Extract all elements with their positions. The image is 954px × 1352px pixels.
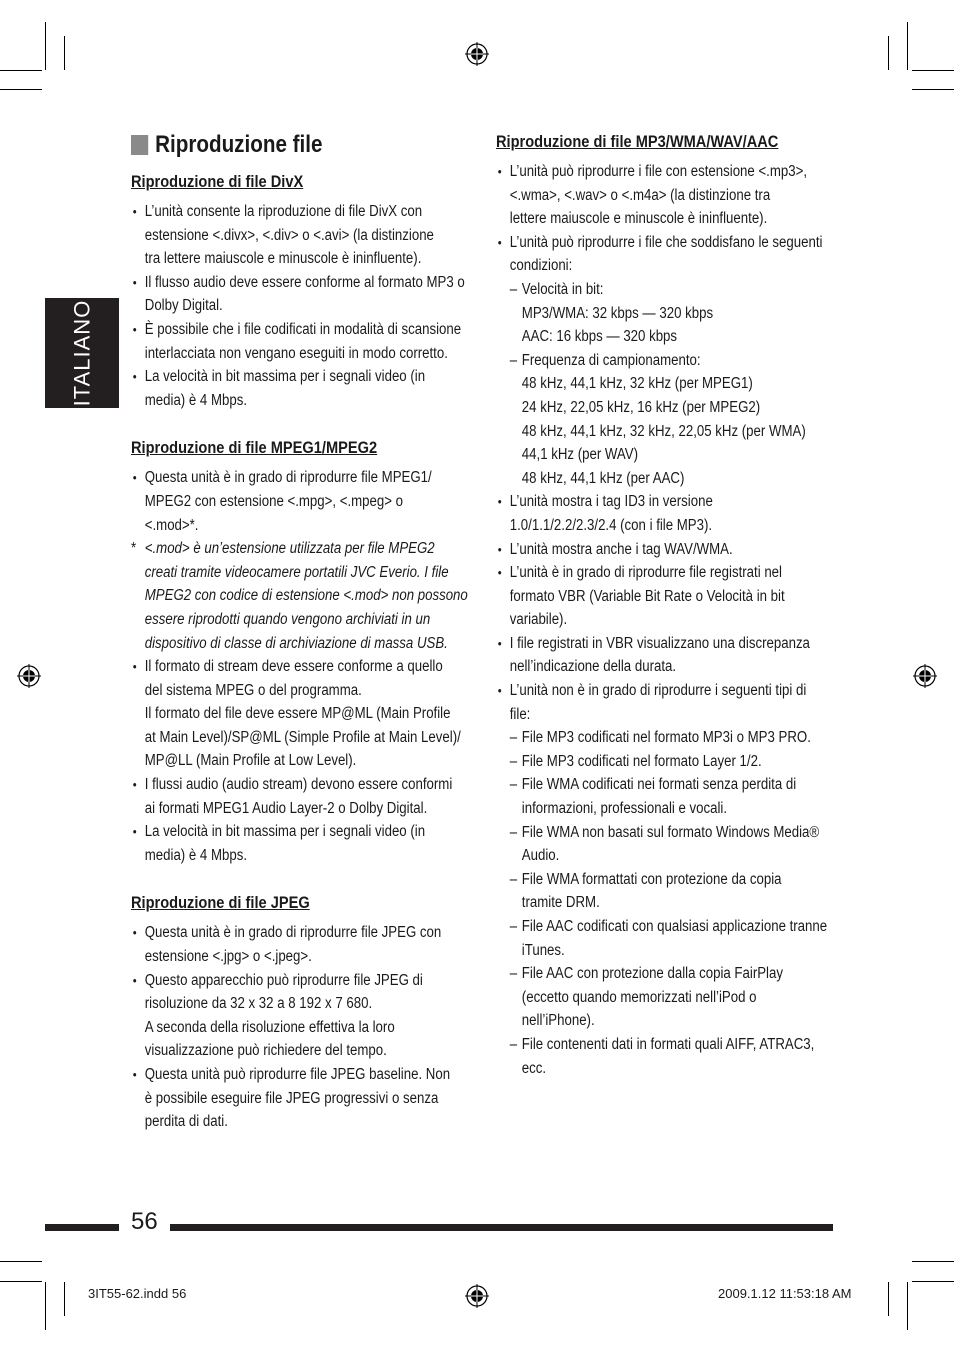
text-line: <.mod>*.: [144, 516, 199, 534]
text-line: 48 kHz, 44,1 kHz, 32 kHz, 22,05 kHz (per WMA): [521, 422, 806, 440]
crop-mark: [907, 1282, 908, 1330]
text-line: (eccetto quando memorizzati nell’iPod o: [521, 988, 757, 1006]
crop-mark: [912, 89, 954, 90]
list-item: [510, 962, 833, 1033]
text-line: – Frequenza di campionamento:: [521, 351, 701, 369]
section-title: [131, 130, 468, 160]
language-label: ITALIANO: [69, 299, 94, 407]
list-item: [496, 490, 833, 537]
text-line: • L’unità mostra anche i tag WAV/WMA.: [509, 540, 733, 558]
crop-mark: [64, 1282, 65, 1316]
mpeg-list-2: [131, 655, 468, 867]
text-line: condizioni:: [509, 257, 573, 275]
bottom-rule: [45, 1224, 119, 1231]
footer-datetime: 2009.1.12 11:53:18 AM: [718, 1286, 852, 1301]
text-line: variabile).: [509, 611, 568, 629]
crop-mark: [0, 89, 42, 90]
text-line: – File MP3 codificati nel formato MP3i o MP3 PRO.: [521, 729, 811, 747]
text-line: risoluzione da 32 x 32 a 8 192 x 7 680.: [144, 995, 373, 1013]
text-line: creati tramite videocamere portatili JVC Everio. I file: [144, 563, 449, 581]
list-item: [131, 921, 468, 968]
text-line: dispositivo di classe di archiviazione di massa USB.: [144, 634, 448, 652]
list-item: [131, 655, 468, 773]
list-item: [510, 726, 833, 750]
crop-mark: [888, 36, 889, 70]
footnote-mark: *: [131, 540, 137, 558]
title-square-icon: [131, 135, 148, 155]
crop-mark: [45, 1282, 46, 1330]
text-line: • L’unità è in grado di riprodurre file registrati nel: [509, 564, 782, 582]
text-line: è possibile eseguire file JPEG progressivi o senza: [144, 1089, 439, 1107]
text-line: • L’unità mostra i tag ID3 in versione: [509, 493, 713, 511]
list-item: [131, 466, 468, 537]
left-column: [131, 130, 468, 1134]
text-line: 48 kHz, 44,1 kHz, 32 kHz (per MPEG1): [521, 375, 753, 393]
unsupported-list: [510, 726, 833, 1080]
registration-mark-icon: [17, 664, 41, 688]
text-line: • I file registrati in VBR visualizzano una discrepanza: [509, 634, 810, 652]
text-line: MPEG2 con estensione <.mpg>, <.mpeg> o: [144, 492, 404, 510]
text-line: essere riprodotti quando vengono archiviati in un: [144, 610, 431, 628]
crop-mark: [0, 1261, 42, 1262]
text-line: visualizzazione può richiedere del tempo.: [144, 1042, 387, 1060]
list-item: [496, 538, 833, 562]
text-line: – File WMA non basati sul formato Windows Media®: [521, 823, 820, 841]
text-line: nell’iPhone).: [521, 1012, 595, 1030]
text-line: media) è 4 Mbps.: [144, 846, 248, 864]
crop-mark: [912, 1261, 954, 1262]
list-item: [131, 773, 468, 820]
crop-mark: [0, 70, 42, 71]
mp3-heading: Riproduzione di file MP3/WMA/WAV/AAC: [496, 132, 779, 151]
text-line: • La velocità in bit massima per i segnali video (in: [144, 823, 426, 841]
mpeg-list: [131, 466, 468, 537]
list-item: [510, 349, 833, 491]
text-line: media) è 4 Mbps.: [144, 391, 248, 409]
text-line: MP@LL (Main Profile at Low Level).: [144, 752, 357, 770]
page-title: Riproduzione file: [155, 131, 323, 158]
divx-heading: Riproduzione di file DivX: [131, 172, 304, 191]
text-line: • L’unità può riprodurre i file che soddisfano le seguenti: [509, 233, 823, 251]
text-line: ai formati MPEG1 Audio Layer-2 o Dolby Digital.: [144, 799, 428, 817]
text-line: nell’indicazione della durata.: [509, 658, 677, 676]
crop-mark: [45, 22, 46, 70]
text-line: MP3/WMA: 32 kbps — 320 kbps: [521, 304, 714, 322]
text-line: • È possibile che i file codificati in modalità di scansione: [144, 320, 462, 338]
text-line: 24 kHz, 22,05 kHz, 16 kHz (per MPEG2): [521, 398, 761, 416]
text-line: tramite DRM.: [521, 894, 600, 912]
text-line: Audio.: [521, 847, 560, 865]
text-line: tra lettere maiuscole e minuscole è ininfluente).: [144, 250, 422, 268]
text-line: • La velocità in bit massima per i segnali video (in: [144, 368, 426, 386]
list-item: [496, 632, 833, 679]
text-line: lettere maiuscole e minuscole è ininfluente).: [509, 210, 768, 228]
jpeg-list: [131, 921, 468, 1133]
crop-mark: [64, 36, 65, 70]
text-line: • L’unità consente la riproduzione di file DivX con: [144, 203, 423, 220]
text-line: • Il formato di stream deve essere conforme a quello: [144, 658, 443, 676]
text-line: A seconda della risoluzione effettiva la loro: [144, 1018, 395, 1036]
list-item: [131, 200, 468, 271]
text-line: • L’unità non è in grado di riprodurre i seguenti tipi di: [509, 682, 807, 700]
text-line: MPEG2 con codice di estensione <.mod> non possono: [144, 587, 468, 605]
list-item: [131, 365, 468, 412]
text-line: formato VBR (Variable Bit Rate o Velocità in bit: [509, 587, 785, 605]
crop-mark: [912, 1281, 954, 1282]
list-item: [510, 1033, 833, 1080]
text-line: perdita di dati.: [144, 1113, 228, 1131]
text-line: estensione <.divx>, <.div> o <.avi> (la distinzione: [144, 226, 434, 244]
text-line: estensione <.jpg> o <.jpeg>.: [144, 948, 312, 966]
language-tab: [45, 298, 119, 408]
footer-file: 3IT55-62.indd 56: [88, 1286, 187, 1301]
text-line: – File AAC codificati con qualsiasi applicazione tranne: [521, 918, 828, 935]
list-item: [496, 231, 833, 491]
text-line: ecc.: [521, 1059, 547, 1077]
list-item: [510, 915, 833, 962]
list-item: [496, 561, 833, 632]
conditions-list: [510, 278, 833, 490]
list-item: [131, 969, 468, 1063]
registration-mark-icon: [913, 664, 937, 688]
text-line: • I flussi audio (audio stream) devono essere conformi: [144, 776, 453, 794]
crop-mark: [912, 70, 954, 71]
list-item: [131, 318, 468, 365]
list-item: [496, 679, 833, 1080]
text-line: <.mod> è un’estensione utilizzata per file MPEG2: [144, 540, 435, 558]
text-line: – File contenenti dati in formati quali AIFF, ATRAC3,: [521, 1035, 815, 1053]
text-line: – File MP3 codificati nel formato Layer 1/2.: [521, 752, 762, 770]
list-item: [510, 773, 833, 820]
jpeg-heading: Riproduzione di file JPEG: [131, 893, 310, 913]
text-line: • Il flusso audio deve essere conforme al formato MP3 o: [144, 273, 465, 291]
text-line: • Questa unità è in grado di riprodurre file MPEG1/: [144, 469, 432, 487]
text-line: iTunes.: [521, 941, 565, 959]
crop-mark: [888, 1282, 889, 1316]
text-line: – File AAC con protezione dalla copia FairPlay: [521, 965, 783, 983]
list-item: [510, 868, 833, 915]
list-item: [131, 820, 468, 867]
text-line: informazioni, professionali e vocali.: [521, 800, 728, 818]
text-line: del sistema MPEG o del programma.: [144, 681, 362, 699]
text-line: file:: [509, 705, 531, 723]
list-item: [496, 160, 833, 231]
text-line: – Velocità in bit:: [521, 280, 604, 298]
mpeg-heading: Riproduzione di file MPEG1/MPEG2: [131, 438, 378, 458]
text-line: 48 kHz, 44,1 kHz (per AAC): [521, 469, 685, 487]
text-line: Dolby Digital.: [144, 297, 223, 315]
divx-list: [131, 200, 468, 412]
text-line: • L’unità può riprodurre i file con estensione <.mp3>,: [509, 163, 808, 180]
crop-mark: [907, 22, 908, 70]
text-line: 1.0/1.1/2.2/2.3/2.4 (con i file MP3).: [509, 516, 713, 534]
right-column: [496, 130, 833, 1080]
text-line: – File WMA codificati nei formati senza perdita di: [521, 776, 797, 794]
text-line: AAC: 16 kbps — 320 kbps: [521, 328, 678, 346]
list-item: [510, 821, 833, 868]
text-line: • Questa unità può riprodurre file JPEG baseline. Non: [144, 1066, 451, 1083]
text-line: Il formato del file deve essere MP@ML (Main Profile: [144, 705, 451, 723]
text-line: 44,1 kHz (per WAV): [521, 446, 639, 464]
registration-mark-icon: [465, 42, 489, 66]
mp3-list: [496, 160, 833, 1080]
text-line: <.wma>, <.wav> o <.m4a> (la distinzione tra: [509, 186, 771, 204]
text-line: interlacciata non vengano eseguiti in modo corretto.: [144, 344, 448, 362]
page-number: 56: [131, 1208, 158, 1235]
list-item: [510, 750, 833, 774]
list-item: [131, 1063, 468, 1134]
text-line: at Main Level)/SP@ML (Simple Profile at Main Level)/: [144, 728, 461, 746]
footnote: [131, 537, 468, 655]
list-item: [131, 271, 468, 318]
list-item: [510, 278, 833, 349]
text-line: • Questo apparecchio può riprodurre file JPEG di: [144, 971, 423, 989]
bottom-rule: [170, 1224, 833, 1231]
crop-mark: [0, 1281, 42, 1282]
text-line: – File WMA formattati con protezione da copia: [521, 870, 782, 888]
text-line: • Questa unità è in grado di riprodurre file JPEG con: [144, 924, 442, 942]
registration-mark-icon: [465, 1284, 489, 1308]
